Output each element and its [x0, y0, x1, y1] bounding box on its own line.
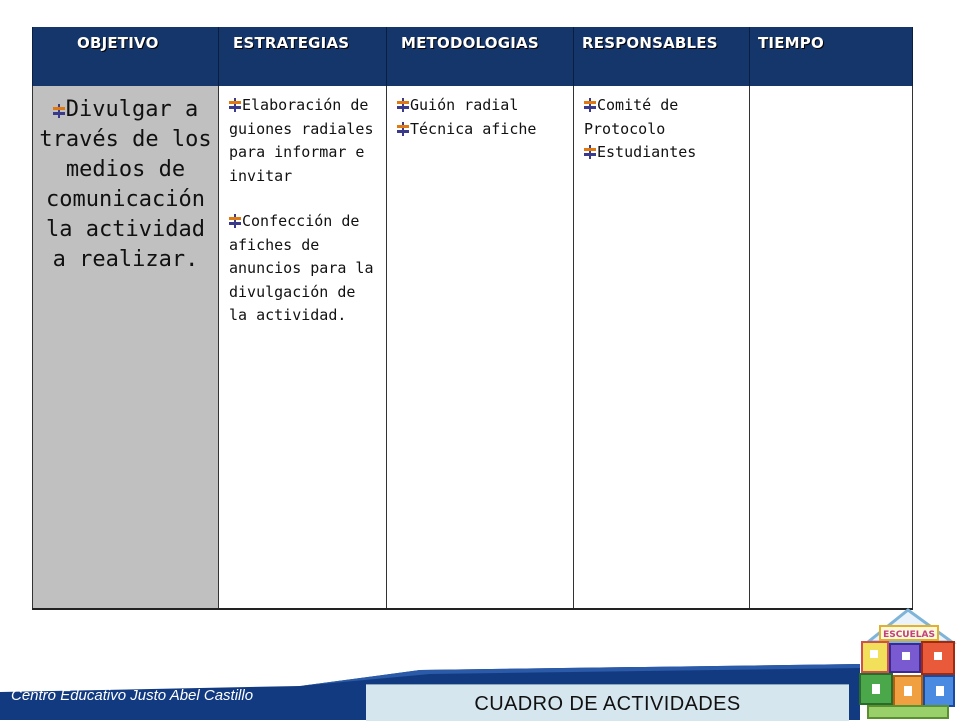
- logo-window: [934, 652, 942, 660]
- list-item-text: Elaboración de guiones radiales para informar e invitar: [229, 96, 374, 185]
- footer-school-name: Centro Educativo Justo Abel Castillo: [11, 687, 254, 704]
- list-item-text: Comité de Protocolo: [584, 96, 679, 138]
- bullet-icon: [53, 104, 65, 118]
- logo-window: [904, 686, 912, 696]
- school-logo: [856, 606, 960, 720]
- list-item: [229, 94, 382, 188]
- table-header-row: [33, 27, 913, 86]
- header-responsables: RESPONSABLES: [574, 27, 750, 86]
- list-item: [397, 94, 569, 118]
- logo-window: [870, 650, 878, 658]
- list-item: [397, 118, 569, 142]
- bullet-icon: [229, 98, 241, 112]
- cell-objetivo: [33, 86, 219, 609]
- cell-responsables: [574, 86, 750, 609]
- cell-metodologias: [387, 86, 574, 609]
- list-item: [584, 141, 745, 165]
- header-estrategias: ESTRATEGIAS: [219, 27, 387, 86]
- list-item: [584, 94, 745, 141]
- header-tiempo: TIEMPO: [750, 27, 913, 86]
- list-item: [229, 210, 382, 328]
- bullet-icon: [584, 145, 596, 159]
- responsables-list: [574, 86, 749, 165]
- metodologias-list: [387, 86, 573, 141]
- slide-title: CUADRO DE ACTIVIDADES: [474, 693, 741, 715]
- list-item-text: Estudiantes: [597, 143, 697, 161]
- logo-ground: [868, 706, 948, 718]
- bullet-icon: [584, 98, 596, 112]
- cell-estrategias: [219, 86, 387, 609]
- logo-window: [936, 686, 944, 696]
- estrategias-list: [219, 86, 386, 328]
- objetivo-item: [33, 86, 218, 275]
- bullet-icon: [397, 122, 409, 136]
- logo-window: [902, 652, 910, 660]
- logo-sign-text: ESCUELAS: [883, 630, 935, 640]
- table-row: [33, 86, 913, 609]
- objetivo-text: Divulgar a través de los medios de comunicación la actividad a realizar.: [39, 97, 212, 272]
- bullet-icon: [397, 98, 409, 112]
- footer-title-box: [366, 684, 849, 721]
- bullet-icon: [229, 214, 241, 228]
- list-item-text: Confección de afiches de anuncios para la divulgación de la actividad.: [229, 212, 374, 324]
- activities-table: [32, 27, 913, 610]
- list-item-text: Guión radial: [410, 96, 519, 114]
- logo-window: [872, 684, 880, 694]
- header-objetivo: OBJETIVO: [33, 27, 219, 86]
- list-item-text: Técnica afiche: [410, 119, 537, 138]
- cell-tiempo: [750, 86, 913, 609]
- header-metodologias: METODOLOGIAS: [387, 27, 574, 86]
